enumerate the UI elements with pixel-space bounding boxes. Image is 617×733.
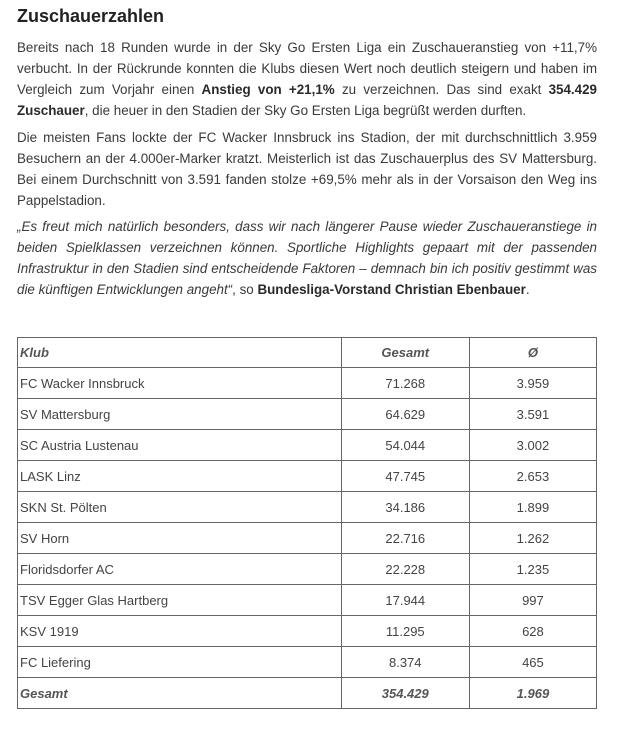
cell-gesamt: 34.186 xyxy=(341,492,469,523)
cell-klub: SKN St. Pölten xyxy=(18,492,342,523)
cell-average: 465 xyxy=(469,647,596,678)
quote-paragraph xyxy=(17,216,597,300)
quote-speaker: Bundesliga-Vorstand Christian Ebenbauer xyxy=(257,282,526,297)
cell-average: 3.591 xyxy=(469,399,596,430)
cell-gesamt: 22.716 xyxy=(341,523,469,554)
total-gesamt: 354.429 xyxy=(341,678,469,709)
cell-klub: SC Austria Lustenau xyxy=(18,430,342,461)
intro-text-1: Bereits nach 18 Runden wurde in der Sky Go Ersten Liga ein Zuschaueranstieg von +11,7% verbucht. In der Rückrunde konnten die Klubs diesen Wert noch deutlich steigern und haben im Vergleich zum Vorjahr einen xyxy=(17,40,597,97)
cell-gesamt: 47.745 xyxy=(341,461,469,492)
table-row xyxy=(18,554,597,585)
cell-average: 2.653 xyxy=(469,461,596,492)
cell-gesamt: 17.944 xyxy=(341,585,469,616)
header-gesamt: Gesamt xyxy=(341,338,469,368)
cell-average: 1.262 xyxy=(469,523,596,554)
table-row xyxy=(18,616,597,647)
cell-gesamt: 11.295 xyxy=(341,616,469,647)
table-row xyxy=(18,647,597,678)
cell-klub: KSV 1919 xyxy=(18,616,342,647)
cell-gesamt: 22.228 xyxy=(341,554,469,585)
table-header-row xyxy=(18,338,597,368)
cell-klub: TSV Egger Glas Hartberg xyxy=(18,585,342,616)
header-klub: Klub xyxy=(18,338,342,368)
table-row xyxy=(18,523,597,554)
header-average: Ø xyxy=(469,338,596,368)
total-label: Gesamt xyxy=(18,678,342,709)
total-average: 1.969 xyxy=(469,678,596,709)
quote-attribution-prefix: , so xyxy=(232,282,258,297)
table-row xyxy=(18,492,597,523)
cell-average: 628 xyxy=(469,616,596,647)
attendance-table xyxy=(17,337,597,709)
cell-average: 997 xyxy=(469,585,596,616)
cell-average: 3.959 xyxy=(469,368,596,399)
intro-paragraph xyxy=(17,37,597,121)
cell-klub: FC Liefering xyxy=(18,647,342,678)
table-row xyxy=(18,461,597,492)
cell-klub: SV Mattersburg xyxy=(18,399,342,430)
cell-average: 1.899 xyxy=(469,492,596,523)
table-row xyxy=(18,585,597,616)
cell-gesamt: 8.374 xyxy=(341,647,469,678)
increase-highlight: Anstieg von +21,1% xyxy=(201,82,335,97)
cell-klub: Floridsdorfer AC xyxy=(18,554,342,585)
cell-klub: SV Horn xyxy=(18,523,342,554)
cell-gesamt: 71.268 xyxy=(341,368,469,399)
page-title: Zuschauerzahlen xyxy=(17,6,165,26)
cell-klub: LASK Linz xyxy=(18,461,342,492)
spectator-total-highlight: 354.429 Zuschauer xyxy=(17,82,597,118)
quote-text: „Es freut mich natürlich besonders, dass wir nach längerer Pause wieder Zuschaueranstiege in beiden Spielklassen verzeichnen können. Sportliche Highlights gepaart mit der passenden Infrastruktur in den Stadien sind entscheidende Faktoren – demnach bin ich positiv gestimmt was die künftigen Entwicklungen angeht“ xyxy=(17,219,597,297)
cell-average: 1.235 xyxy=(469,554,596,585)
cell-gesamt: 54.044 xyxy=(341,430,469,461)
table-row xyxy=(18,368,597,399)
fans-paragraph: Die meisten Fans lockte der FC Wacker Innsbruck ins Stadion, der mit durchschnittlich 3.959 Besuchern an der 4.000er-Marker kratzt. Meisterlich ist das Zuschauerplus des SV Mattersburg. Bei einem Durchschnitt von 3.591 fanden stolze +69,5% mehr als in der Vorsaison den Weg ins Pappelstadion. xyxy=(17,130,597,208)
intro-text-3: , die heuer in den Stadien der Sky Go Ersten Liga begrüßt werden durften. xyxy=(84,103,527,118)
table-total-row xyxy=(18,678,597,709)
cell-average: 3.002 xyxy=(469,430,596,461)
cell-gesamt: 64.629 xyxy=(341,399,469,430)
intro-text-2: zu verzeichnen. Das sind exakt xyxy=(334,82,549,97)
table-row xyxy=(18,430,597,461)
cell-klub: FC Wacker Innsbruck xyxy=(18,368,342,399)
quote-end: . xyxy=(525,282,530,297)
table-row xyxy=(18,399,597,430)
